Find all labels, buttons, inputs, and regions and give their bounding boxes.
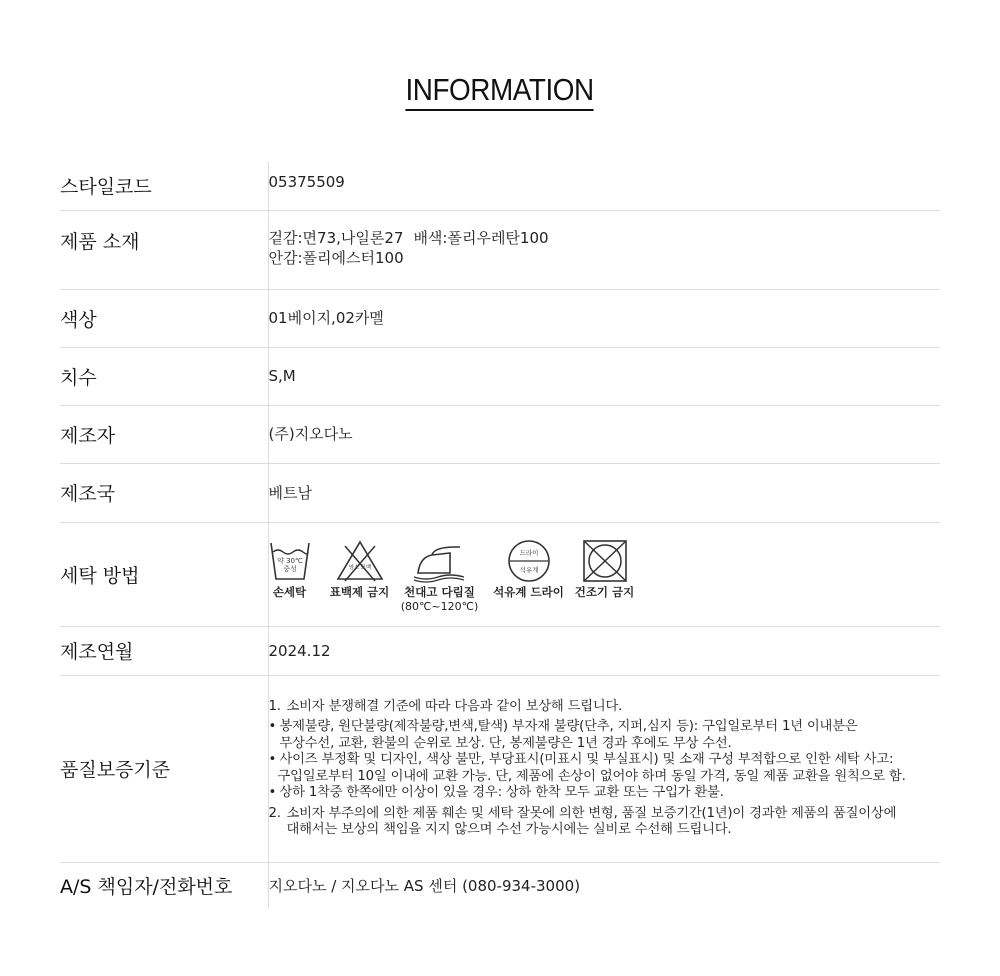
- material-line-2: 안감:폴리에스터100: [268, 248, 404, 267]
- care-dry-clean: [489, 539, 569, 600]
- hand-wash-temp: 약 30℃: [276, 556, 303, 565]
- quality-item-2-line2: 대해서는 보상의 책임을 지지 않으며 수선 가능시에는 실비로 수선해 드립니다.: [286, 822, 732, 837]
- row-date: [60, 626, 940, 675]
- bullet-dot: •: [268, 719, 277, 734]
- label-maker: 제조자: [60, 405, 268, 463]
- quality-item-2-line1: 소비자 부주의에 의한 제품 훼손 및 세탁 잘못에 의한 변형, 품질 보증기간(1년)이 경과한 제품의 품질이상에: [286, 805, 897, 821]
- row-color: [60, 289, 940, 347]
- no-tumble-dry-icon: [582, 539, 628, 583]
- label-washing: 세탁 방법: [60, 522, 268, 626]
- dry-clean-dry: 드라이: [519, 548, 538, 557]
- row-quality: [60, 675, 940, 862]
- value-maker: (주)지오다노: [268, 425, 353, 443]
- care-no-bleach: [325, 539, 395, 600]
- label-date: 제조연월: [60, 626, 268, 675]
- care-label-iron: 천대고 다림질: [404, 584, 475, 599]
- care-no-dryer: [569, 539, 641, 600]
- quality-bullets: [269, 719, 941, 802]
- care-label-no-dryer: 건조기 금지: [574, 584, 635, 599]
- label-size: 치수: [60, 347, 268, 405]
- row-style-code: [60, 162, 940, 210]
- row-country: [60, 463, 940, 522]
- care-hand-wash: [261, 539, 319, 600]
- value-washing: [268, 522, 940, 626]
- iron-cloth-icon: [412, 539, 468, 583]
- quality-bullet-1: [269, 719, 941, 752]
- quality-item-1-text: 소비자 분쟁해결 기준에 따라 다음과 같이 보상해 드립니다.: [286, 698, 623, 714]
- quality-item-1-num: 1.: [268, 698, 281, 714]
- quality-item-2: [269, 806, 941, 823]
- hand-wash-neutral: 중성: [282, 564, 297, 573]
- hand-wash-tub-icon: [267, 539, 313, 583]
- page-title: INFORMATION: [406, 72, 594, 111]
- quality-bullet-2-line1: 사이즈 부정확 및 디자인, 색상 불만, 부당표시(미표시 및 부실표시) 및 소재 구성 부적합으로 인한 세탁 사고:: [279, 752, 894, 767]
- label-quality: 품질보증기준: [60, 675, 268, 862]
- quality-bullet-1-line1: 봉제불량, 원단불량(제작불량,변색,탈색) 부자재 불량(단추, 지퍼,심지 등): 구입일로부터 1년 이내분은: [279, 719, 858, 734]
- no-bleach-bleach: 표백: [360, 564, 371, 571]
- quality-text: [269, 699, 941, 839]
- label-color: 색상: [60, 289, 268, 347]
- dry-clean-petroleum: 석유계: [519, 565, 538, 574]
- value-color: 01베이지,02카멜: [268, 309, 384, 327]
- row-size: [60, 347, 940, 405]
- care-icons: [269, 535, 941, 614]
- product-info-table: [60, 162, 940, 909]
- care-sub-iron: (80℃~120℃): [400, 599, 479, 613]
- bullet-dot: •: [268, 785, 277, 800]
- material-contrast: 배색:폴리우레탄100: [413, 228, 549, 247]
- row-maker: [60, 405, 940, 463]
- label-as-contact: A/S 책임자/전화번호: [60, 862, 268, 909]
- material-line-1: [269, 228, 941, 248]
- dry-clean-petroleum-icon: [506, 539, 552, 583]
- quality-bullet-3-line1: 상하 1착중 한쪽에만 이상이 있을 경우: 상하 한착 모두 교환 또는 구입가 환불.: [279, 785, 724, 800]
- row-washing: [60, 522, 940, 626]
- value-as-contact: 지오다노 / 지오다노 AS 센터 (080-934-3000): [268, 876, 581, 895]
- label-style-code: 스타일코드: [60, 162, 268, 210]
- quality-bullet-3: [269, 785, 941, 802]
- quality-bullet-2: [269, 752, 941, 785]
- quality-bullet-1-line2: 무상수선, 교환, 환불의 순위로 보상. 단, 봉제불량은 1년 경과 후에도 무상 수선.: [279, 735, 732, 751]
- quality-item-1: [269, 699, 941, 716]
- row-material: [60, 210, 940, 289]
- value-size: S,M: [268, 367, 296, 385]
- page-title-wrap: [0, 72, 1000, 111]
- value-country: 베트남: [268, 483, 312, 502]
- care-label-dry-clean: 석유계 드라이: [493, 584, 564, 599]
- value-material: [268, 210, 940, 289]
- care-iron: [395, 539, 485, 614]
- no-bleach-triangle-icon: [335, 539, 385, 583]
- quality-item-2-num: 2.: [268, 805, 281, 821]
- care-label-hand-wash: 손세탁: [272, 584, 307, 599]
- care-label-no-bleach: 표백제 금지: [329, 584, 390, 599]
- value-quality: [268, 675, 940, 862]
- material-shell: 겉감:면73,나일론27: [268, 228, 404, 247]
- no-bleach-chlorine: 염소: [348, 564, 359, 571]
- label-country: 제조국: [60, 463, 268, 522]
- value-style-code: 05375509: [268, 173, 345, 191]
- label-material: 제품 소재: [60, 210, 268, 289]
- quality-bullet-2-line2: 구입일로부터 10일 이내에 교환 가능. 단, 제품에 손상이 없어야 하며 동일 가격, 동일 제품 교환을 원칙으로 함.: [277, 768, 906, 784]
- value-date: 2024.12: [268, 641, 331, 660]
- row-as-contact: [60, 862, 940, 909]
- bullet-dot: •: [268, 752, 277, 767]
